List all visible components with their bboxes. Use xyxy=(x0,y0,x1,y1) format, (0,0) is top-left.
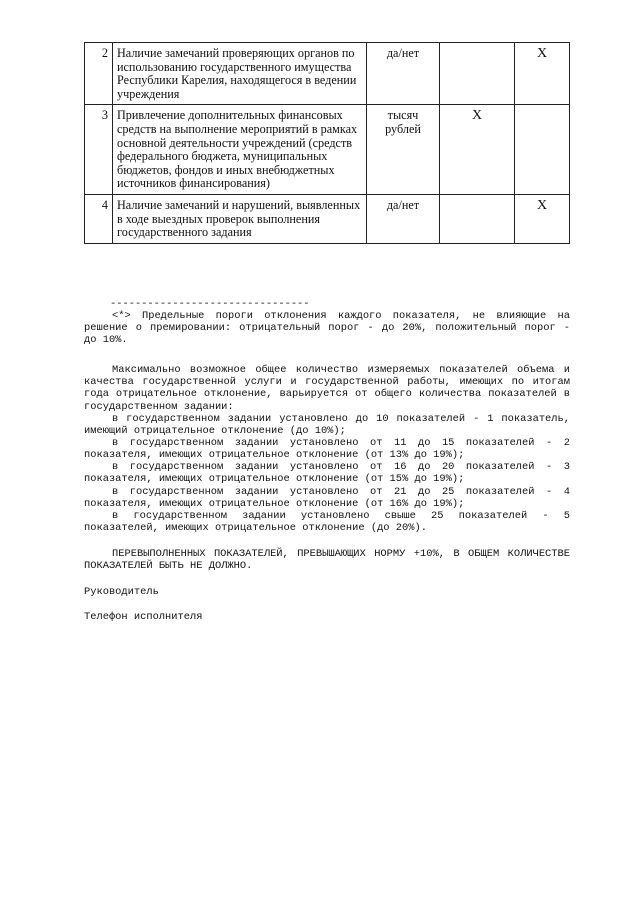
indicator-description: Наличие замечаний и нарушений, выявленных в ходе выездных проверок выполнения государственного задания xyxy=(113,194,367,243)
table-row xyxy=(85,43,570,105)
phone-label: Телефон исполнителя xyxy=(84,611,203,623)
head-label: Руководитель xyxy=(84,586,159,598)
indicators-table xyxy=(84,42,570,244)
unit-of-measure: да/нет xyxy=(367,194,440,243)
indicator-description: Привлечение дополнительных финансовых средств на выполнение мероприятий в рамках основной деятельности учреждений (средств федерального бюджета, муниципальных бюджетов, фондов и иных внебюджетных источников финансирования) xyxy=(113,105,367,195)
mark-cell: X xyxy=(515,194,570,243)
table-row xyxy=(85,105,570,195)
unit-of-measure: да/нет xyxy=(367,43,440,105)
footnote-text: <*> Предельные пороги отклонения каждого показателя, не влияющие на решение о премировании: отрицательный порог - до 20%, положительный порог - до 10%. xyxy=(84,310,570,347)
list-item: в государственном задании установлено от 11 до 15 показателей - 2 показателя, имеющих отрицательное отклонение (от 13% до 19%); xyxy=(84,437,570,462)
intro-paragraph: Максимально возможное общее количество измеряемых показателей объема и качества государственной услуги и государственной работы, имеющих по итогам года отрицательное отклонение, варьируется от общего количества показателей в государственном задании: xyxy=(84,364,570,413)
list-item: в государственном задании установлено свыше 25 показателей - 5 показателей, имеющих отрицательное отклонение (до 20%). xyxy=(84,510,570,535)
table-row xyxy=(85,194,570,243)
unit-of-measure: тысяч рублей xyxy=(367,105,440,195)
indicator-description: Наличие замечаний проверяющих органов по использованию государственного имущества Республики Карелия, находящегося в ведении учреждения xyxy=(113,43,367,105)
footnote-separator: -------------------------------- xyxy=(110,298,310,310)
row-number: 2 xyxy=(85,43,113,105)
warning-text: ПЕРЕВЫПОЛНЕННЫХ ПОКАЗАТЕЛЕЙ, ПРЕВЫШАЮЩИХ НОРМУ +10%, В ОБЩЕМ КОЛИЧЕСТВЕ ПОКАЗАТЕЛЕЙ БЫТЬ НЕ ДОЛЖНО. xyxy=(84,548,570,573)
mark-cell xyxy=(440,194,515,243)
mark-cell: X xyxy=(440,105,515,195)
mark-cell xyxy=(440,43,515,105)
mark-cell xyxy=(515,105,570,195)
mark-cell: X xyxy=(515,43,570,105)
row-number: 4 xyxy=(85,194,113,243)
list-item: в государственном задании установлено до 10 показателей - 1 показатель, имеющий отрицательное отклонение (до 10%); xyxy=(84,413,570,438)
list-item: в государственном задании установлено от 21 до 25 показателей - 4 показателя, имеющих отрицательное отклонение (от 16% до 19%); xyxy=(84,486,570,511)
row-number: 3 xyxy=(85,105,113,195)
list-item: в государственном задании установлено от 16 до 20 показателей - 3 показателя, имеющих отрицательное отклонение (от 15% до 19%); xyxy=(84,461,570,486)
